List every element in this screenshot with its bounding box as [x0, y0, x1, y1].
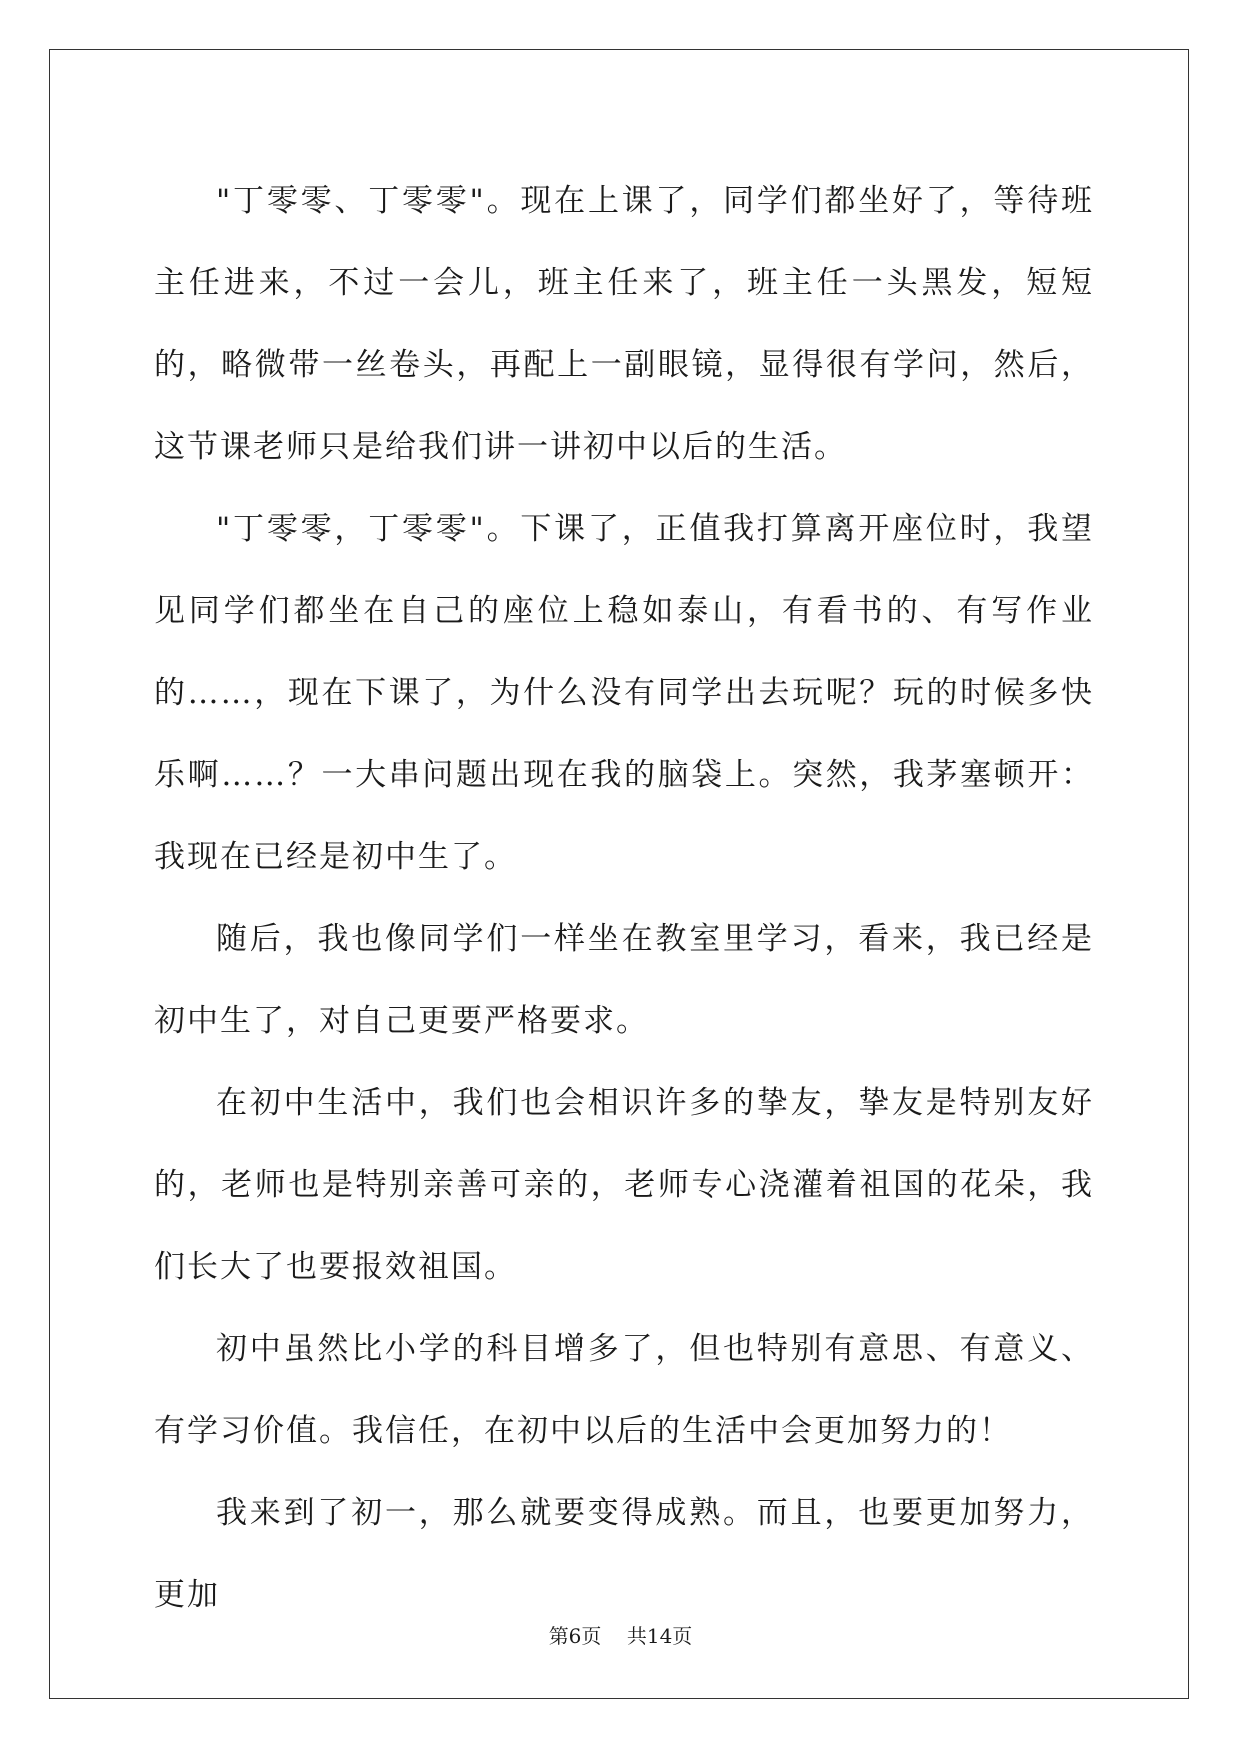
document-body	[154, 160, 1094, 1636]
page-number: 第6页	[548, 1624, 602, 1648]
page-footer	[0, 1620, 1241, 1649]
paragraph-1: "丁零零、丁零零"。现在上课了，同学们都坐好了，等待班主任进来，不过一会儿，班主任来了，班主任一头黑发，短短的，略微带一丝卷头，再配上一副眼镜，显得很有学问，然后，这节课老师只是给我们讲一讲初中以后的生活。	[154, 183, 1094, 465]
paragraph-3: 随后，我也像同学们一样坐在教室里学习，看来，我已经是初中生了，对自己更要严格要求。	[154, 921, 1094, 1039]
paragraph-5: 初中虽然比小学的科目增多了，但也特别有意思、有意义、有学习价值。我信任，在初中以后的生活中会更加努力的！	[154, 1331, 1094, 1449]
paragraph-4: 在初中生活中，我们也会相识许多的挚友，挚友是特别友好的，老师也是特别亲善可亲的，老师专心浇灌着祖国的花朵，我们长大了也要报效祖国。	[154, 1085, 1094, 1285]
paragraph-2: "丁零零，丁零零"。下课了，正值我打算离开座位时，我望见同学们都坐在自己的座位上稳如泰山，有看书的、有写作业的……，现在下课了，为什么没有同学出去玩呢？玩的时候多快乐啊……？一大串问题出现在我的脑袋上。突然，我茅塞顿开：我现在已经是初中生了。	[154, 511, 1094, 875]
page-total: 共14页	[626, 1624, 693, 1648]
paragraph-6: 我来到了初一，那么就要变得成熟。而且，也要更加努力，更加	[154, 1495, 1094, 1613]
